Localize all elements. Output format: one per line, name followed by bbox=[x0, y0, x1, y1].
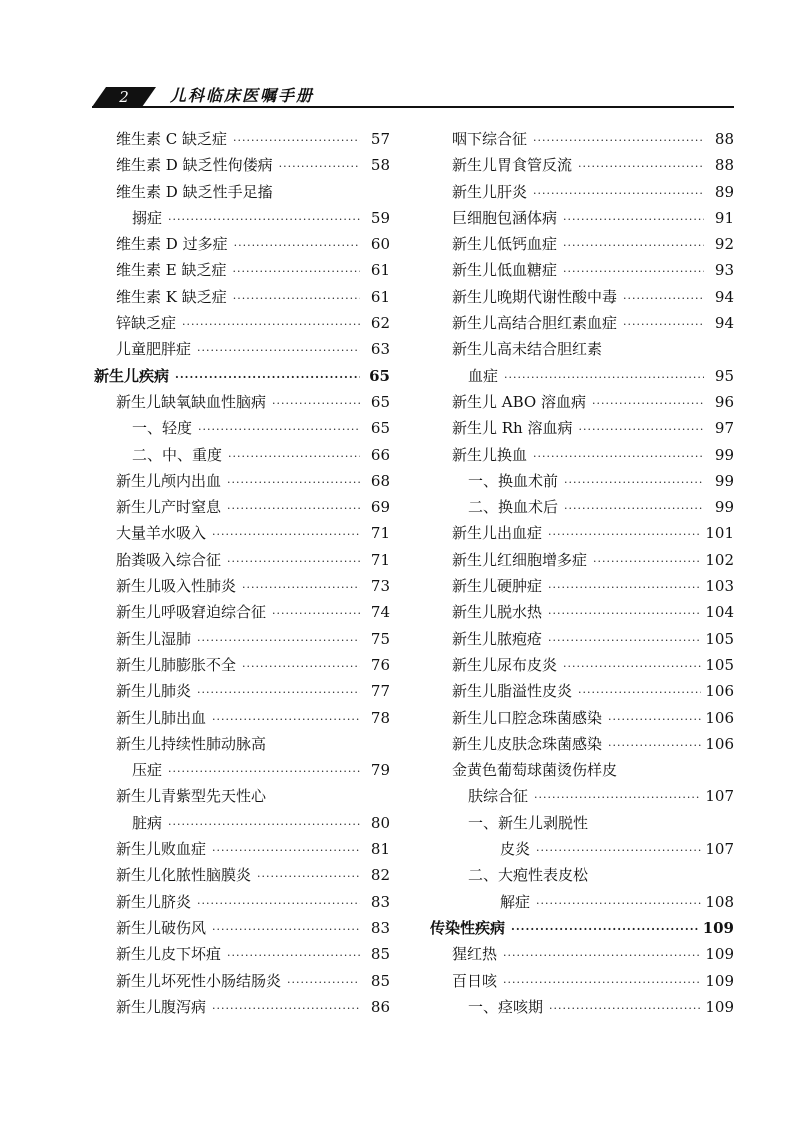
toc-entry bbox=[94, 941, 390, 967]
toc-entry-title: 二、大疱性表皮松 bbox=[468, 866, 589, 885]
leader-dots bbox=[198, 417, 360, 443]
toc-entry-page: 108 bbox=[705, 892, 734, 911]
toc-section-heading bbox=[430, 915, 734, 941]
toc-entry-title: 维生素 D 过多症 bbox=[116, 235, 228, 254]
toc-entry bbox=[430, 126, 734, 152]
toc-entry bbox=[94, 626, 390, 652]
toc-entry bbox=[430, 731, 734, 757]
toc-entry-page: 94 bbox=[714, 314, 734, 333]
toc-entry-page: 62 bbox=[370, 314, 390, 333]
toc-entry bbox=[94, 442, 390, 468]
toc-entry bbox=[94, 783, 390, 809]
toc-entry-title: 新生儿换血 bbox=[452, 445, 528, 464]
leader-dots bbox=[564, 496, 704, 522]
leader-dots bbox=[563, 233, 704, 259]
toc-entry bbox=[430, 678, 734, 704]
toc-entry bbox=[430, 442, 734, 468]
toc-entry bbox=[430, 415, 734, 441]
leader-dots bbox=[503, 970, 701, 996]
toc-right-column bbox=[430, 126, 734, 1020]
leader-dots bbox=[592, 391, 704, 417]
toc-entry-title: 新生儿吸入性肺炎 bbox=[116, 577, 237, 596]
toc-entry-page: 60 bbox=[370, 235, 390, 254]
toc-entry-page: 65 bbox=[370, 419, 390, 438]
toc-entry-page: 105 bbox=[705, 655, 734, 674]
toc-entry bbox=[430, 310, 734, 336]
toc-entry-page: 103 bbox=[705, 577, 734, 596]
toc-entry-page: 106 bbox=[705, 682, 734, 701]
leader-dots bbox=[279, 154, 360, 180]
toc-entry-page: 106 bbox=[705, 734, 734, 753]
toc-entry-title: 二、换血术后 bbox=[468, 498, 559, 517]
toc-entry-page: 65 bbox=[370, 392, 390, 411]
toc-entry-page: 109 bbox=[705, 945, 734, 964]
toc-entry-page: 71 bbox=[370, 550, 390, 569]
toc-entry-page: 69 bbox=[370, 498, 390, 517]
toc-entry bbox=[94, 862, 390, 888]
toc-entry bbox=[94, 389, 390, 415]
toc-entry bbox=[94, 810, 390, 836]
toc-entry-page: 88 bbox=[714, 130, 734, 148]
toc-entry bbox=[430, 363, 734, 389]
leader-dots bbox=[257, 864, 360, 890]
toc-entry bbox=[94, 889, 390, 915]
leader-dots bbox=[227, 549, 360, 575]
toc-entry-page: 65 bbox=[369, 366, 390, 385]
toc-entry-title: 新生儿缺氧缺血性脑病 bbox=[116, 392, 267, 411]
toc-entry-page: 94 bbox=[714, 287, 734, 306]
toc-entry bbox=[94, 468, 390, 494]
toc-entry bbox=[94, 994, 390, 1020]
toc-entry bbox=[94, 599, 390, 625]
leader-dots bbox=[168, 207, 360, 233]
toc-entry-page: 96 bbox=[714, 392, 734, 411]
toc-entry-page: 86 bbox=[370, 997, 390, 1016]
toc-entry bbox=[430, 652, 734, 678]
toc-entry-title: 百日咳 bbox=[452, 971, 498, 990]
toc-entry-title: 新生儿胃食管反流 bbox=[452, 156, 573, 175]
leader-dots bbox=[287, 970, 360, 996]
toc-entry bbox=[430, 547, 734, 573]
toc-entry-page: 99 bbox=[714, 445, 734, 464]
toc-entry-title: 新生儿疾病 bbox=[94, 366, 170, 385]
leader-dots bbox=[563, 259, 704, 285]
toc-entry bbox=[94, 652, 390, 678]
leader-dots bbox=[197, 338, 360, 364]
header-rule bbox=[92, 106, 734, 108]
toc-entry-title: 儿童肥胖症 bbox=[116, 340, 192, 359]
toc-entry-title: 新生儿破伤风 bbox=[116, 918, 207, 937]
toc-entry bbox=[94, 705, 390, 731]
toc-entry-title: 新生儿肺炎 bbox=[116, 682, 192, 701]
toc-entry-page: 77 bbox=[370, 682, 390, 701]
leader-dots bbox=[233, 128, 360, 154]
toc-entry-page: 99 bbox=[714, 498, 734, 517]
toc-entry-page: 79 bbox=[370, 761, 390, 780]
leader-dots bbox=[212, 707, 360, 733]
toc-entry bbox=[430, 941, 734, 967]
toc-entry bbox=[430, 705, 734, 731]
toc-entry-page: 93 bbox=[714, 261, 734, 280]
toc-entry-page: 83 bbox=[370, 892, 390, 911]
toc-entry-title: 新生儿晚期代谢性酸中毒 bbox=[452, 287, 618, 306]
toc-entry bbox=[94, 336, 390, 362]
book-title: 儿科临床医嘱手册 bbox=[170, 86, 315, 105]
toc-entry bbox=[94, 205, 390, 231]
toc-entry-title: 新生儿红细胞增多症 bbox=[452, 550, 588, 569]
leader-dots bbox=[578, 154, 704, 180]
toc-entry bbox=[430, 757, 734, 783]
toc-entry bbox=[94, 126, 390, 152]
toc-entry-page: 95 bbox=[714, 366, 734, 385]
leader-dots bbox=[563, 654, 701, 680]
toc-entry-page: 85 bbox=[370, 945, 390, 964]
leader-dots bbox=[227, 470, 360, 496]
toc-entry-title: 新生儿 ABO 溶血病 bbox=[452, 392, 586, 411]
toc-entry-title: 新生儿硬肿症 bbox=[452, 577, 543, 596]
toc-entry-page: 66 bbox=[370, 445, 390, 464]
leader-dots bbox=[212, 522, 360, 548]
toc-entry-page: 58 bbox=[370, 156, 390, 175]
toc-entry-title: 皮炎 bbox=[500, 840, 531, 859]
toc-entry-title: 新生儿颅内出血 bbox=[116, 471, 222, 490]
toc-entry bbox=[430, 468, 734, 494]
toc-entry-page: 68 bbox=[370, 471, 390, 490]
toc-entry bbox=[430, 494, 734, 520]
leader-dots bbox=[175, 365, 360, 391]
toc-entry bbox=[430, 862, 734, 888]
toc-entry bbox=[430, 599, 734, 625]
toc-entry bbox=[430, 520, 734, 546]
toc-entry bbox=[430, 810, 734, 836]
toc-entry-title: 脏病 bbox=[132, 813, 163, 832]
toc-entry-title: 新生儿脓疱疮 bbox=[452, 629, 543, 648]
toc-entry-page: 57 bbox=[370, 130, 390, 148]
toc-entry-title: 一、新生儿剥脱性 bbox=[468, 813, 589, 832]
toc-entry-title: 新生儿呼吸窘迫综合征 bbox=[116, 603, 267, 622]
leader-dots bbox=[608, 733, 701, 759]
toc-entry bbox=[430, 783, 734, 809]
leader-dots bbox=[212, 838, 360, 864]
toc-entry-page: 99 bbox=[714, 471, 734, 490]
toc-entry-page: 74 bbox=[370, 603, 390, 622]
toc-entry-title: 新生儿腹泻病 bbox=[116, 997, 207, 1016]
toc-entry-title: 新生儿败血症 bbox=[116, 840, 207, 859]
toc-entry-page: 80 bbox=[370, 813, 390, 832]
toc-entry-title: 压症 bbox=[132, 761, 163, 780]
leader-dots bbox=[534, 785, 701, 811]
toc-entry-title: 锌缺乏症 bbox=[116, 314, 177, 333]
toc-entry bbox=[430, 968, 734, 994]
leader-dots bbox=[533, 181, 704, 207]
toc-entry-title: 金黄色葡萄球菌烫伤样皮 bbox=[452, 761, 618, 780]
toc-entry bbox=[94, 415, 390, 441]
toc-entry-title: 新生儿尿布皮炎 bbox=[452, 655, 558, 674]
toc-entry bbox=[430, 336, 734, 362]
leader-dots bbox=[242, 575, 360, 601]
toc-entry-page: 91 bbox=[714, 208, 734, 227]
toc-entry-title: 新生儿皮下坏疽 bbox=[116, 945, 222, 964]
toc-entry bbox=[430, 152, 734, 178]
toc-entry-title: 新生儿湿肺 bbox=[116, 629, 192, 648]
toc-entry bbox=[430, 994, 734, 1020]
leader-dots bbox=[564, 470, 704, 496]
toc-entry bbox=[94, 179, 390, 205]
toc-entry-title: 胎粪吸入综合征 bbox=[116, 550, 222, 569]
toc-entry-title: 维生素 E 缺乏症 bbox=[116, 261, 227, 280]
toc-entry bbox=[94, 678, 390, 704]
toc-entry-title: 新生儿化脓性脑膜炎 bbox=[116, 866, 252, 885]
toc-entry-page: 104 bbox=[705, 603, 734, 622]
toc-entry-title: 新生儿高结合胆红素血症 bbox=[452, 314, 618, 333]
toc-entry bbox=[94, 494, 390, 520]
toc-entry bbox=[94, 731, 390, 757]
leader-dots bbox=[233, 286, 360, 312]
toc-entry-title: 新生儿 Rh 溶血病 bbox=[452, 419, 573, 438]
toc-entry bbox=[430, 257, 734, 283]
toc-entry bbox=[94, 573, 390, 599]
toc-entry-page: 88 bbox=[714, 156, 734, 175]
toc-entry-title: 新生儿肝炎 bbox=[452, 182, 528, 201]
toc-entry-title: 新生儿肺膨胀不全 bbox=[116, 655, 237, 674]
leader-dots bbox=[168, 812, 360, 838]
toc-entry-title: 一、换血术前 bbox=[468, 471, 559, 490]
leader-dots bbox=[503, 943, 701, 969]
toc-entry bbox=[430, 626, 734, 652]
toc-entry bbox=[94, 231, 390, 257]
leader-dots bbox=[548, 575, 701, 601]
toc-entry-title: 新生儿肺出血 bbox=[116, 708, 207, 727]
toc-entry-page: 61 bbox=[370, 261, 390, 280]
toc-entry-title: 新生儿出血症 bbox=[452, 524, 543, 543]
toc-entry-page: 97 bbox=[714, 419, 734, 438]
toc-entry-title: 新生儿高未结合胆红素 bbox=[452, 340, 603, 359]
leader-dots bbox=[533, 444, 704, 470]
toc-entry bbox=[430, 889, 734, 915]
toc-entry-page: 73 bbox=[370, 577, 390, 596]
toc-entry bbox=[94, 284, 390, 310]
leader-dots bbox=[197, 891, 360, 917]
toc-entry-title: 新生儿口腔念珠菌感染 bbox=[452, 708, 603, 727]
leader-dots bbox=[227, 496, 360, 522]
toc-entry bbox=[94, 968, 390, 994]
toc-entry-title: 维生素 C 缺乏症 bbox=[116, 130, 228, 148]
leader-dots bbox=[548, 628, 701, 654]
toc-entry-page: 107 bbox=[705, 787, 734, 806]
toc-entry bbox=[94, 757, 390, 783]
toc-entry-title: 大量羊水吸入 bbox=[116, 524, 207, 543]
leader-dots bbox=[548, 601, 701, 627]
leader-dots bbox=[623, 286, 704, 312]
toc-entry-title: 新生儿产时窒息 bbox=[116, 498, 222, 517]
toc-entry-title: 维生素 D 缺乏性手足搐 bbox=[116, 182, 273, 201]
toc-entry bbox=[430, 836, 734, 862]
toc-section-heading bbox=[94, 363, 390, 389]
leader-dots bbox=[272, 391, 360, 417]
toc-entry bbox=[94, 310, 390, 336]
toc-entry-page: 63 bbox=[370, 340, 390, 359]
leader-dots bbox=[536, 838, 701, 864]
toc-entry bbox=[430, 573, 734, 599]
toc-entry bbox=[430, 231, 734, 257]
toc-entry-title: 一、轻度 bbox=[132, 419, 193, 438]
toc-entry-title: 咽下综合征 bbox=[452, 130, 528, 148]
toc-entry-title: 血症 bbox=[468, 366, 499, 385]
toc-entry-page: 81 bbox=[370, 840, 390, 859]
toc-entry-page: 101 bbox=[705, 524, 734, 543]
leader-dots bbox=[233, 259, 361, 285]
leader-dots bbox=[511, 917, 699, 943]
toc-entry bbox=[430, 284, 734, 310]
toc-entry-page: 109 bbox=[705, 997, 734, 1016]
toc-entry-title: 新生儿低钙血症 bbox=[452, 235, 558, 254]
toc-entry bbox=[94, 836, 390, 862]
toc-entry bbox=[94, 520, 390, 546]
toc-entry-page: 106 bbox=[705, 708, 734, 727]
toc-entry bbox=[94, 547, 390, 573]
toc-entry-title: 传染性疾病 bbox=[430, 918, 506, 937]
toc-entry-page: 102 bbox=[705, 550, 734, 569]
toc-entry-page: 92 bbox=[714, 235, 734, 254]
toc-entry-page: 107 bbox=[705, 840, 734, 859]
toc-entry-title: 新生儿脱水热 bbox=[452, 603, 543, 622]
leader-dots bbox=[168, 759, 360, 785]
toc-entry-page: 75 bbox=[370, 629, 390, 648]
leader-dots bbox=[272, 601, 360, 627]
leader-dots bbox=[548, 522, 701, 548]
toc-entry-page: 109 bbox=[702, 918, 734, 937]
toc-entry-page: 82 bbox=[370, 866, 390, 885]
leader-dots bbox=[234, 233, 360, 259]
toc-entry-title: 巨细胞包涵体病 bbox=[452, 208, 558, 227]
toc-entry-page: 76 bbox=[370, 655, 390, 674]
toc-entry-title: 新生儿脂溢性皮炎 bbox=[452, 682, 573, 701]
toc-entry bbox=[94, 257, 390, 283]
leader-dots bbox=[549, 996, 701, 1022]
toc-entry-title: 猩红热 bbox=[452, 945, 498, 964]
leader-dots bbox=[608, 707, 701, 733]
toc-entry-title: 维生素 K 缺乏症 bbox=[116, 287, 227, 306]
toc-entry-title: 新生儿皮肤念珠菌感染 bbox=[452, 734, 603, 753]
toc-entry-title: 新生儿青紫型先天性心 bbox=[116, 787, 267, 806]
toc-entry-title: 维生素 D 缺乏性佝偻病 bbox=[116, 156, 273, 175]
page-number: 2 bbox=[119, 88, 129, 106]
leader-dots bbox=[579, 417, 705, 443]
leader-dots bbox=[228, 444, 360, 470]
leader-dots bbox=[242, 654, 360, 680]
toc-entry bbox=[430, 205, 734, 231]
leader-dots bbox=[536, 891, 701, 917]
toc-entry-title: 新生儿脐炎 bbox=[116, 892, 192, 911]
leader-dots bbox=[593, 549, 701, 575]
toc-entry-title: 二、中、重度 bbox=[132, 445, 223, 464]
leader-dots bbox=[563, 207, 704, 233]
toc-entry-title: 新生儿低血糖症 bbox=[452, 261, 558, 280]
toc-left-column bbox=[94, 126, 390, 1020]
toc-entry-page: 78 bbox=[370, 708, 390, 727]
toc-entry-page: 105 bbox=[705, 629, 734, 648]
toc-entry-page: 109 bbox=[705, 971, 734, 990]
leader-dots bbox=[197, 628, 360, 654]
toc-entry bbox=[94, 152, 390, 178]
toc-entry-title: 肤综合征 bbox=[468, 787, 529, 806]
leader-dots bbox=[182, 312, 360, 338]
toc-entry-title: 新生儿持续性肺动脉高 bbox=[116, 734, 267, 753]
toc-entry-title: 一、痉咳期 bbox=[468, 997, 544, 1016]
leader-dots bbox=[533, 128, 704, 154]
toc-entry-page: 85 bbox=[370, 971, 390, 990]
leader-dots bbox=[578, 680, 701, 706]
toc-entry bbox=[430, 389, 734, 415]
leader-dots bbox=[623, 312, 704, 338]
toc-entry bbox=[94, 915, 390, 941]
leader-dots bbox=[212, 996, 360, 1022]
toc-entry-page: 89 bbox=[714, 182, 734, 201]
toc-entry-page: 59 bbox=[370, 208, 390, 227]
toc-entry-page: 61 bbox=[370, 287, 390, 306]
leader-dots bbox=[227, 943, 360, 969]
leader-dots bbox=[197, 680, 360, 706]
toc-entry-title: 解症 bbox=[500, 892, 531, 911]
leader-dots bbox=[504, 365, 704, 391]
toc-entry-title: 新生儿坏死性小肠结肠炎 bbox=[116, 971, 282, 990]
toc-entry-page: 83 bbox=[370, 918, 390, 937]
leader-dots bbox=[212, 917, 360, 943]
running-header bbox=[92, 86, 734, 108]
toc-entry-title: 搦症 bbox=[132, 208, 163, 227]
toc-entry-page: 71 bbox=[370, 524, 390, 543]
toc-entry bbox=[430, 179, 734, 205]
